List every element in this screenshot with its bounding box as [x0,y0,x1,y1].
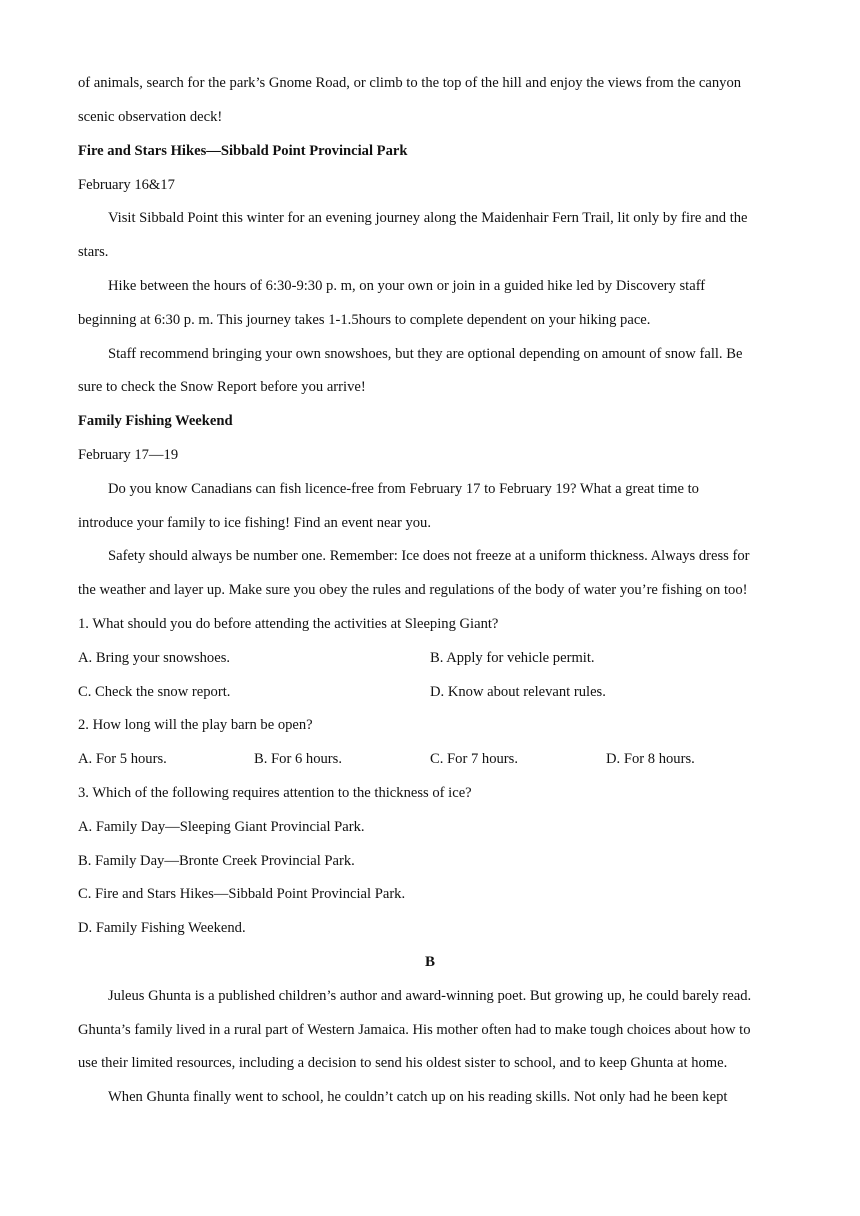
fire-stars-date: February 16&17 [78,177,175,193]
question-2-option-b: B. For 6 hours. [254,751,342,767]
question-3-option-b: B. Family Day—Bronte Creek Provincial Park. [78,853,355,869]
fishing-paragraph-1-cont: introduce your family to ice fishing! Find an event near you. [78,515,431,531]
fire-stars-paragraph-3: Staff recommend bringing your own snowshoes, but they are optional depending on amount of snow fall. Be [108,346,743,362]
section-b-paragraph-1: Juleus Ghunta is a published children’s author and award-winning poet. But growing up, he could barely read. [108,988,752,1004]
fire-stars-heading: Fire and Stars Hikes—Sibbald Point Provincial Park [78,143,408,159]
question-2-stem: 2. How long will the play barn be open? [78,717,313,733]
section-b-heading: B [424,954,435,970]
fishing-paragraph-1: Do you know Canadians can fish licence-free from February 17 to February 19? What a great time to [108,481,699,497]
question-2-option-c: C. For 7 hours. [430,751,518,767]
question-1-option-d: D. Know about relevant rules. [430,684,606,700]
question-3-option-d: D. Family Fishing Weekend. [78,920,246,936]
section-b-paragraph-2: When Ghunta finally went to school, he couldn’t catch up on his reading skills. Not only had he been kept [108,1089,728,1105]
question-1-option-a: A. Bring your snowshoes. [78,650,231,666]
fishing-paragraph-2: Safety should always be number one. Remember: Ice does not freeze at a uniform thickness. Always dress for [108,548,750,564]
fishing-date: February 17—19 [78,447,179,463]
question-2-option-a: A. For 5 hours. [78,751,167,767]
fire-stars-paragraph-1-cont: stars. [78,244,109,260]
fire-stars-paragraph-3-cont: sure to check the Snow Report before you arrive! [78,379,366,395]
intro-line-1: of animals, search for the park’s Gnome Road, or climb to the top of the hill and enjoy the views from the canyon [78,75,742,91]
question-3-stem: 3. Which of the following requires attention to the thickness of ice? [78,785,472,801]
fire-stars-paragraph-2-cont: beginning at 6:30 p. m. This journey takes 1-1.5hours to complete dependent on your hiking pace. [78,312,651,328]
section-b-paragraph-1-cont-1: Ghunta’s family lived in a rural part of Western Jamaica. His mother often had to make tough choices about how to [78,1022,751,1038]
question-2-option-d: D. For 8 hours. [606,751,695,767]
fishing-paragraph-2-cont: the weather and layer up. Make sure you obey the rules and regulations of the body of water you’re fishing on too! [78,582,748,598]
question-1-option-b: B. Apply for vehicle permit. [430,650,595,666]
question-3-option-a: A. Family Day—Sleeping Giant Provincial Park. [78,819,365,835]
intro-line-2: scenic observation deck! [78,109,223,125]
section-b-paragraph-1-cont-2: use their limited resources, including a decision to send his oldest sister to school, and to keep Ghunta at home. [78,1055,728,1071]
fishing-heading: Family Fishing Weekend [78,413,233,429]
fire-stars-paragraph-2: Hike between the hours of 6:30-9:30 p. m, on your own or join in a guided hike led by Discovery staff [108,278,706,294]
question-3-option-c: C. Fire and Stars Hikes—Sibbald Point Provincial Park. [78,886,406,902]
fire-stars-paragraph-1: Visit Sibbald Point this winter for an evening journey along the Maidenhair Fern Trail, lit only by fire and the [108,210,748,226]
question-1-option-c: C. Check the snow report. [78,684,231,700]
question-1-stem: 1. What should you do before attending the activities at Sleeping Giant? [78,616,499,632]
